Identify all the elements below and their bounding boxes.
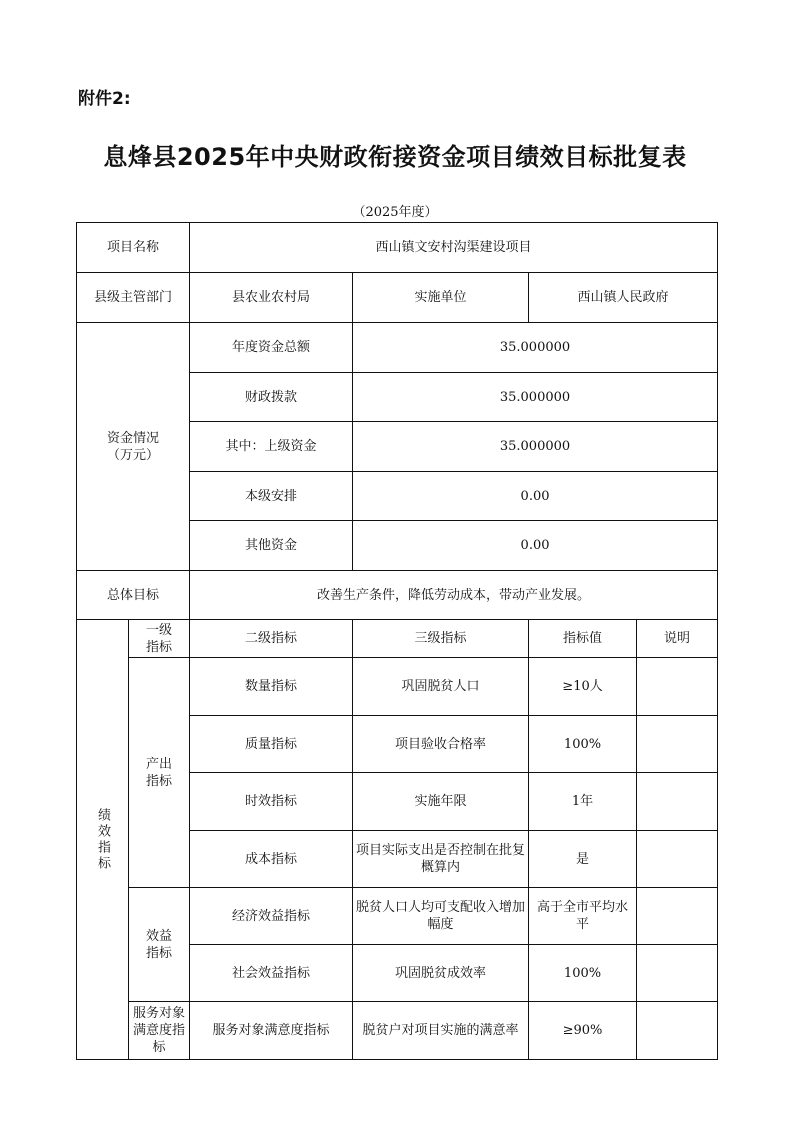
funds-row-value: 35.000000 bbox=[353, 373, 718, 422]
note-cell bbox=[637, 945, 718, 1002]
funds-row-value: 35.000000 bbox=[353, 323, 718, 373]
attachment-label: 附件2: bbox=[78, 89, 131, 109]
note-cell bbox=[637, 716, 718, 773]
implementing-unit-value: 西山镇人民政府 bbox=[529, 273, 718, 323]
level3-cell: 脱贫人口人均可支配收入增加幅度 bbox=[353, 888, 529, 945]
funds-row-value: 35.000000 bbox=[353, 422, 718, 472]
indicator-header-row bbox=[77, 620, 718, 658]
value-cell: 100% bbox=[529, 945, 637, 1002]
department-label: 县级主管部门 bbox=[77, 273, 190, 323]
value-cell: 高于全市平均水平 bbox=[529, 888, 637, 945]
document-title: 息烽县2025年中央财政衔接资金项目绩效目标批复表 bbox=[103, 143, 687, 171]
header-value: 指标值 bbox=[529, 620, 637, 658]
funds-label: 资金情况 （万元） bbox=[77, 323, 190, 571]
value-cell: 是 bbox=[529, 831, 637, 888]
header-level1: 一级 指标 bbox=[129, 620, 190, 658]
funds-row-label: 本级安排 bbox=[190, 472, 353, 521]
funds-row-value: 0.00 bbox=[353, 521, 718, 571]
indicator-row bbox=[77, 658, 718, 716]
level2-cell: 服务对象满意度指标 bbox=[190, 1002, 353, 1060]
benefit-indicators-label: 效益 指标 bbox=[129, 888, 190, 1002]
indicator-row bbox=[77, 1002, 718, 1060]
header-note: 说明 bbox=[637, 620, 718, 658]
level2-cell: 经济效益指标 bbox=[190, 888, 353, 945]
project-name-label: 项目名称 bbox=[77, 223, 190, 273]
level2-cell: 质量指标 bbox=[190, 716, 353, 773]
value-cell: ≥90% bbox=[529, 1002, 637, 1060]
indicator-row bbox=[77, 888, 718, 945]
year-label: （2025年度） bbox=[352, 205, 438, 220]
level3-cell: 巩固脱贫人口 bbox=[353, 658, 529, 716]
level3-cell: 项目验收合格率 bbox=[353, 716, 529, 773]
funds-row-label: 其中：上级资金 bbox=[190, 422, 353, 472]
level2-cell: 时效指标 bbox=[190, 773, 353, 831]
value-cell: 100% bbox=[529, 716, 637, 773]
note-cell bbox=[637, 831, 718, 888]
satisfaction-indicators-label: 服务对象 满意度指 标 bbox=[129, 1002, 190, 1060]
performance-indicators-text: 绩效指标 bbox=[95, 807, 110, 872]
overall-goal-value: 改善生产条件，降低劳动成本，带动产业发展。 bbox=[190, 571, 718, 620]
level3-cell: 项目实际支出是否控制在批复概算内 bbox=[353, 831, 529, 888]
project-row bbox=[77, 223, 718, 273]
implementing-unit-label: 实施单位 bbox=[353, 273, 529, 323]
header-level2: 二级指标 bbox=[190, 620, 353, 658]
level2-cell: 成本指标 bbox=[190, 831, 353, 888]
output-indicators-label: 产出 指标 bbox=[129, 658, 190, 888]
note-cell bbox=[637, 658, 718, 716]
header-level3: 三级指标 bbox=[353, 620, 529, 658]
funds-row-label: 年度资金总额 bbox=[190, 323, 353, 373]
funds-row-value: 0.00 bbox=[353, 472, 718, 521]
note-cell bbox=[637, 888, 718, 945]
funds-row-label: 财政拨款 bbox=[190, 373, 353, 422]
level3-cell: 巩固脱贫成效率 bbox=[353, 945, 529, 1002]
level2-cell: 数量指标 bbox=[190, 658, 353, 716]
funds-row-label: 其他资金 bbox=[190, 521, 353, 571]
level2-cell: 社会效益指标 bbox=[190, 945, 353, 1002]
value-cell: ≥10人 bbox=[529, 658, 637, 716]
department-row bbox=[77, 273, 718, 323]
project-name-value: 西山镇文安村沟渠建设项目 bbox=[190, 223, 718, 273]
note-cell bbox=[637, 773, 718, 831]
performance-approval-table bbox=[76, 222, 718, 1060]
level3-cell: 脱贫户对项目实施的满意率 bbox=[353, 1002, 529, 1060]
department-value: 县农业农村局 bbox=[190, 273, 353, 323]
note-cell bbox=[637, 1002, 718, 1060]
performance-indicators-label bbox=[77, 620, 129, 1060]
overall-goal-label: 总体目标 bbox=[77, 571, 190, 620]
funds-row bbox=[77, 323, 718, 373]
value-cell: 1年 bbox=[529, 773, 637, 831]
overall-goal-row bbox=[77, 571, 718, 620]
level3-cell: 实施年限 bbox=[353, 773, 529, 831]
